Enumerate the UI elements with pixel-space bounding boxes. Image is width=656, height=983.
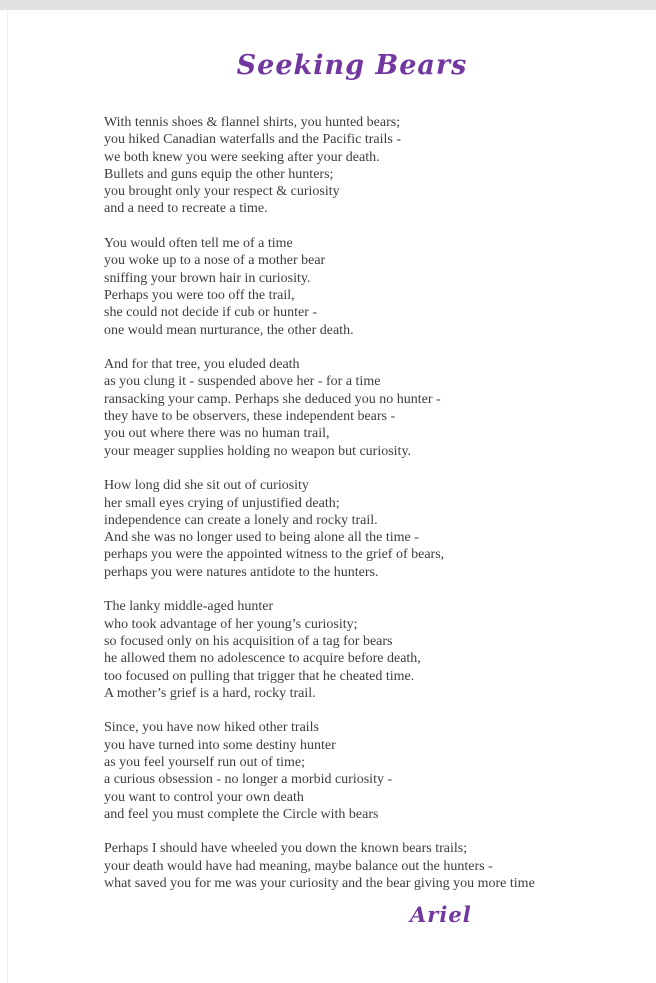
poem-line: you hiked Canadian waterfalls and the Pacific trails -: [104, 132, 402, 148]
poem-line: you have turned into some destiny hunter: [104, 737, 336, 753]
page-left-edge: [7, 10, 8, 983]
poem-stanza: [104, 840, 600, 892]
poem-stanza: [104, 477, 600, 581]
poem-line: independence can create a lonely and rocky trail.: [104, 512, 378, 528]
poem-line: and a need to recreate a time.: [104, 201, 268, 217]
poem-stanza: [104, 719, 600, 823]
poem-line: her small eyes crying of unjustified death;: [104, 495, 340, 511]
poem-line: who took advantage of her young’s curiosity;: [104, 616, 358, 632]
poem-line: a curious obsession - no longer a morbid curiosity -: [104, 772, 393, 788]
poem-line: ransacking your camp. Perhaps she deduced you no hunter -: [104, 391, 441, 407]
poem-body: [104, 114, 600, 892]
author-signature: Ariel: [410, 902, 472, 928]
poem-line: Perhaps you were too off the trail,: [104, 287, 295, 303]
poem-line: you brought only your respect & curiosity: [104, 184, 340, 200]
poem-line: How long did she sit out of curiosity: [104, 478, 309, 494]
poem-line: perhaps you were the appointed witness to the grief of bears,: [104, 547, 445, 563]
poem-line: we both knew you were seeking after your death.: [104, 149, 380, 165]
poem-line: And she was no longer used to being alone all the time -: [104, 530, 419, 546]
poem-stanza: [104, 114, 600, 218]
poem-line: you want to control your own death: [104, 789, 304, 805]
poem-line: You would often tell me of a time: [104, 236, 293, 252]
poem-stanza: [104, 598, 600, 702]
poem-line: as you feel yourself run out of time;: [104, 754, 306, 770]
poem-line: your death would have had meaning, maybe balance out the hunters -: [104, 858, 493, 874]
poem-stanza: [104, 356, 600, 460]
poem-stanza: [104, 235, 600, 339]
poem-line: so focused only on his acquisition of a tag for bears: [104, 633, 393, 649]
poem-line: too focused on pulling that trigger that he cheated time.: [104, 668, 415, 684]
poem-line: Perhaps I should have wheeled you down the known bears trails;: [104, 841, 468, 857]
poem-line: as you clung it - suspended above her - for a time: [104, 374, 381, 390]
poem-line: Since, you have now hiked other trails: [104, 720, 320, 736]
poem-line: they have to be observers, these independent bears -: [104, 409, 396, 425]
poem-line: your meager supplies holding no weapon but curiosity.: [104, 443, 412, 459]
poem-line: Bullets and guns equip the other hunters;: [104, 166, 334, 182]
poem-line: she could not decide if cub or hunter -: [104, 305, 318, 321]
poem-line: The lanky middle-aged hunter: [104, 599, 274, 615]
poem-line: and feel you must complete the Circle with bears: [104, 806, 379, 822]
poem-line: one would mean nurturance, the other death.: [104, 322, 354, 338]
poem-line: perhaps you were natures antidote to the hunters.: [104, 564, 379, 580]
poem-line: you woke up to a nose of a mother bear: [104, 253, 326, 269]
poem-line: A mother’s grief is a hard, rocky trail.: [104, 685, 316, 701]
document-page: [104, 10, 600, 927]
poem-line: you out where there was no human trail,: [104, 426, 330, 442]
poem-line: he allowed them no adolescence to acquire before death,: [104, 651, 421, 667]
poem-title: Seeking Bears: [236, 50, 468, 81]
poem-line: And for that tree, you eluded death: [104, 357, 300, 373]
page-top-edge: [0, 0, 656, 10]
poem-line: With tennis shoes & flannel shirts, you hunted bears;: [104, 115, 401, 130]
poem-line: sniffing your brown hair in curiosity.: [104, 270, 311, 286]
poem-line: what saved you for me was your curiosity and the bear giving you more time: [104, 876, 535, 892]
